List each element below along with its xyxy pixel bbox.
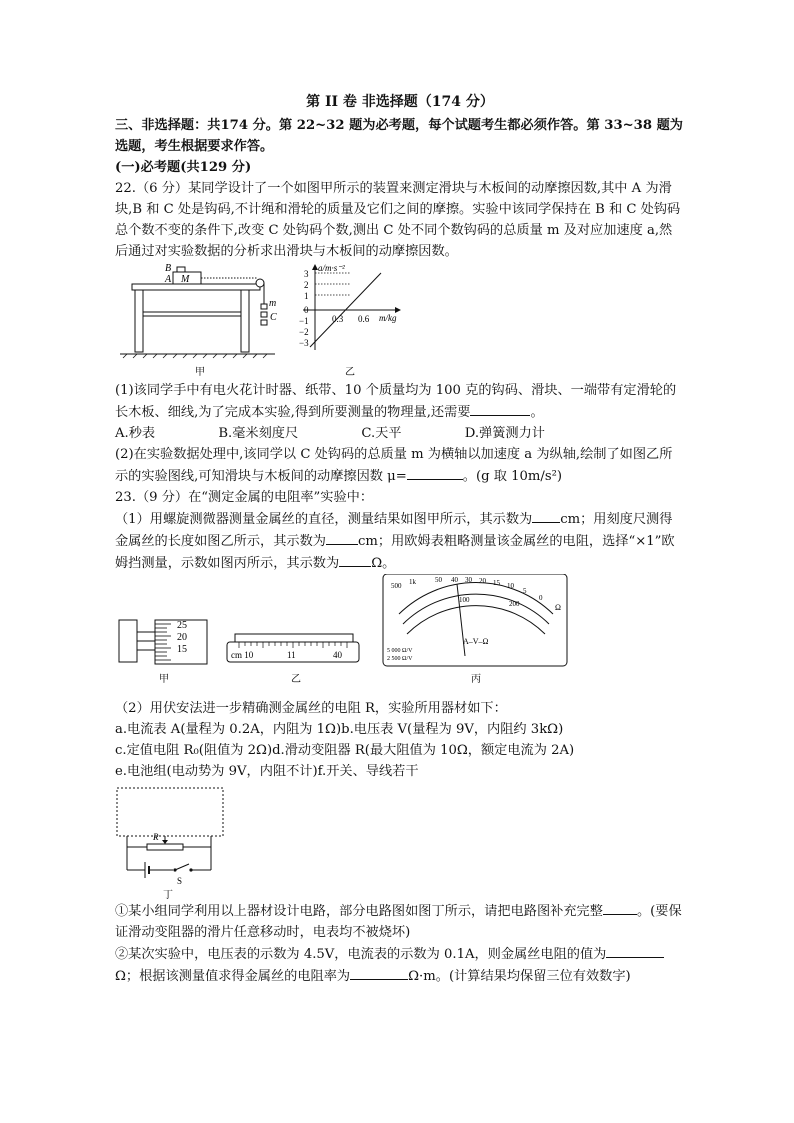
meter-label-50: 50 bbox=[435, 576, 442, 584]
section-title: 第 II 卷 非选择题（174 分） bbox=[306, 94, 494, 110]
label-M: M bbox=[181, 274, 190, 285]
q22-stem: 22.（6 分）某同学设计了一个如图甲所示的装置来测定滑块与木板间的动摩擦因数,其中 A 为滑块,B 和 C 处是钩码,不计绳和滑轮的质量及它们之间的摩擦。实验中该同学保持在 B 和 C 处钩码总个数不变的条件下,改变 C 处钩码个数,测出 C 处不同个数钩码的总质量 m 及对应加速度 a,然后通过对实验数据的分析求出滑块与木板间的动摩擦因数。 bbox=[115, 181, 681, 259]
label-S: S bbox=[177, 876, 183, 886]
answer-blank-q23-6[interactable] bbox=[350, 965, 408, 980]
meter-label-ohm: Ω bbox=[555, 603, 561, 612]
q23-figure-svg bbox=[115, 574, 685, 698]
ytick-2: 2 bbox=[304, 280, 309, 290]
ytick-1: 1 bbox=[304, 291, 309, 301]
weight-C1 bbox=[261, 304, 267, 309]
caption-micrometer: 甲 bbox=[159, 674, 169, 685]
q23-part2: （2）用伏安法进一步精确测金属丝的电阻 R，实验所用器材如下： bbox=[115, 701, 507, 716]
ruler-label-40: 40 bbox=[333, 650, 342, 660]
meter-label-5000: 5 000 Ω/V bbox=[387, 648, 413, 654]
required-header: (一)必考题(共129 分) bbox=[115, 160, 252, 175]
label-R: R bbox=[153, 832, 159, 842]
q23-sub2: ②某次实验中，电压表的示数为 4.5V，电流表的示数为 0.1A，则金属丝电阻的值为Ω；根据该测量值求得金属丝的电阻率为 Ω·m。(计算结果均保留三位有效数字) bbox=[115, 943, 685, 987]
meter-label-15: 15 bbox=[493, 579, 500, 587]
graph-xlabel: m/kg bbox=[379, 313, 397, 323]
answer-blank-q23-2[interactable] bbox=[326, 530, 358, 545]
q23-item-ef: e.电池组(电动势为 9V，内阻不计)f.开关、导线若干 bbox=[115, 764, 419, 779]
option-C: C.天平 bbox=[361, 426, 402, 441]
instructions: 三、非选择题：共174 分。第 22~32 题为必考题，每个试题考生都必须作答。第 33~38 题为选题，考生根据要求作答。 bbox=[115, 118, 683, 154]
graph-ylabel: a/m·s⁻² bbox=[318, 263, 345, 273]
meter-label-20: 20 bbox=[479, 577, 486, 585]
answer-blank-q22-1[interactable] bbox=[470, 401, 530, 416]
table-brace bbox=[143, 312, 241, 316]
q22-options bbox=[115, 423, 545, 444]
micrometer-tick-25: 25 bbox=[177, 620, 187, 631]
q23-sub1: ①某小组同学利用以上器材设计电路，部分电路图如图丁所示，请把电路图补充完整 。(要保证滑动变阻器的滑片任意移动时，电表均不被烧坏) bbox=[115, 900, 685, 943]
caption-yi: 乙 bbox=[345, 367, 355, 378]
q23-stem: 23.（9 分）在“测定金属的电阻率”实验中： bbox=[115, 490, 374, 505]
ytick-neg3: −3 bbox=[299, 338, 309, 348]
ohmmeter bbox=[383, 574, 567, 685]
label-C: C bbox=[270, 312, 277, 323]
meter-label-avo: A–V–Ω bbox=[463, 637, 489, 646]
caption-jia: 甲 bbox=[195, 367, 205, 378]
weight-C2 bbox=[261, 312, 267, 317]
xtick-0.3: 0.3 bbox=[332, 314, 344, 324]
q22-part1: (1)该同学手中有电火花计时器、纸带、10 个质量均为 100 克的钩码、滑块、一端带有定滑轮的长木板、细线,为了完成本实验,得到所要测量的物理量,还需要 。 bbox=[115, 383, 677, 420]
weight-C3 bbox=[261, 320, 267, 325]
meter-label-5: 5 bbox=[523, 587, 527, 595]
meter-label-2500: 2 500 Ω/V bbox=[387, 656, 413, 662]
q22-figure-svg bbox=[115, 262, 685, 380]
meter-label-10: 10 bbox=[507, 582, 514, 590]
ytick-3: 3 bbox=[304, 269, 309, 279]
micrometer-tick-15: 15 bbox=[177, 644, 187, 655]
micrometer bbox=[119, 620, 207, 685]
q23-part1: （1）用螺旋测微器测量金属丝的直径，测量结果如图甲所示，其示数为 cm；用刻度尺测得金属丝的长度如图乙所示，其示数为 cm；用欧姆表粗略测量该金属丝的电阻，选择“×1”欧姆挡测量，示数如图丙所示，其示数为 Ω。 bbox=[115, 508, 685, 574]
exam-page bbox=[115, 92, 685, 987]
answer-blank-q23-3[interactable] bbox=[339, 552, 371, 567]
tabletop bbox=[132, 284, 260, 290]
answer-blank-q23-5[interactable] bbox=[606, 943, 664, 958]
circuit-svg bbox=[115, 782, 315, 900]
graph-yi bbox=[299, 263, 401, 378]
ruler-label-10: cm 10 bbox=[231, 650, 254, 660]
q23-figures bbox=[115, 574, 685, 698]
caption-ruler: 乙 bbox=[291, 674, 301, 685]
answer-blank-q22-2[interactable] bbox=[407, 465, 463, 480]
caption-circuit: 丁 bbox=[163, 890, 173, 900]
switch-S bbox=[175, 864, 189, 870]
answer-blank-q23-4[interactable] bbox=[603, 900, 637, 915]
meter-label-100: 100 bbox=[459, 596, 470, 604]
rheostat-R bbox=[147, 844, 183, 850]
meter-label-40: 40 bbox=[451, 576, 458, 584]
q22-figures bbox=[115, 262, 685, 380]
option-A: A.秒表 bbox=[115, 426, 156, 441]
meter-label-1k: 500 bbox=[391, 582, 402, 590]
ytick-0: 0 bbox=[304, 305, 309, 315]
weight-B bbox=[177, 267, 185, 272]
meter-label-0: 0 bbox=[539, 594, 543, 602]
xtick-0.6: 0.6 bbox=[358, 314, 370, 324]
label-B: B bbox=[165, 263, 172, 274]
table-leg-right bbox=[241, 290, 249, 352]
q22-part2: (2)在实验数据处理中,该同学以 C 处钩码的总质量 m 为横轴以加速度 a 为纵轴,绘制了如图乙所示的实验图线,可知滑块与木板间的动摩擦因数 μ= 。(g 取 10m/s²) bbox=[115, 447, 673, 484]
q23-item-ab: a.电流表 A(量程为 0.2A，内阻为 1Ω)b.电压表 V(量程为 9V，内阻约 3kΩ) bbox=[115, 722, 564, 737]
ruler-label-11: 11 bbox=[287, 650, 296, 660]
ytick-neg2: −2 bbox=[299, 327, 309, 337]
caption-meter: 丙 bbox=[471, 674, 481, 685]
ruler bbox=[227, 634, 359, 685]
pulley bbox=[256, 279, 264, 287]
meter-label-200: 200 bbox=[509, 600, 520, 608]
label-A: A bbox=[165, 274, 172, 285]
q23-item-cd: c.定值电阻 R₀(阻值为 2Ω)d.滑动变阻器 R(最大阻值为 10Ω，额定电流为 2A) bbox=[115, 743, 575, 758]
micrometer-tick-20: 20 bbox=[177, 632, 187, 643]
option-B: B.毫米刻度尺 bbox=[218, 426, 299, 441]
ytick-neg1: −1 bbox=[299, 316, 309, 326]
label-m: m bbox=[269, 298, 277, 309]
dashed-box[interactable] bbox=[117, 788, 223, 836]
table-apparatus bbox=[120, 263, 277, 378]
circuit-figure bbox=[115, 782, 685, 900]
meter-label-30: 30 bbox=[465, 576, 472, 584]
table-leg-left bbox=[135, 290, 143, 352]
meter-label-500: 1k bbox=[409, 578, 416, 586]
answer-blank-q23-1[interactable] bbox=[532, 508, 560, 523]
option-D: D.弹簧测力计 bbox=[464, 426, 545, 441]
